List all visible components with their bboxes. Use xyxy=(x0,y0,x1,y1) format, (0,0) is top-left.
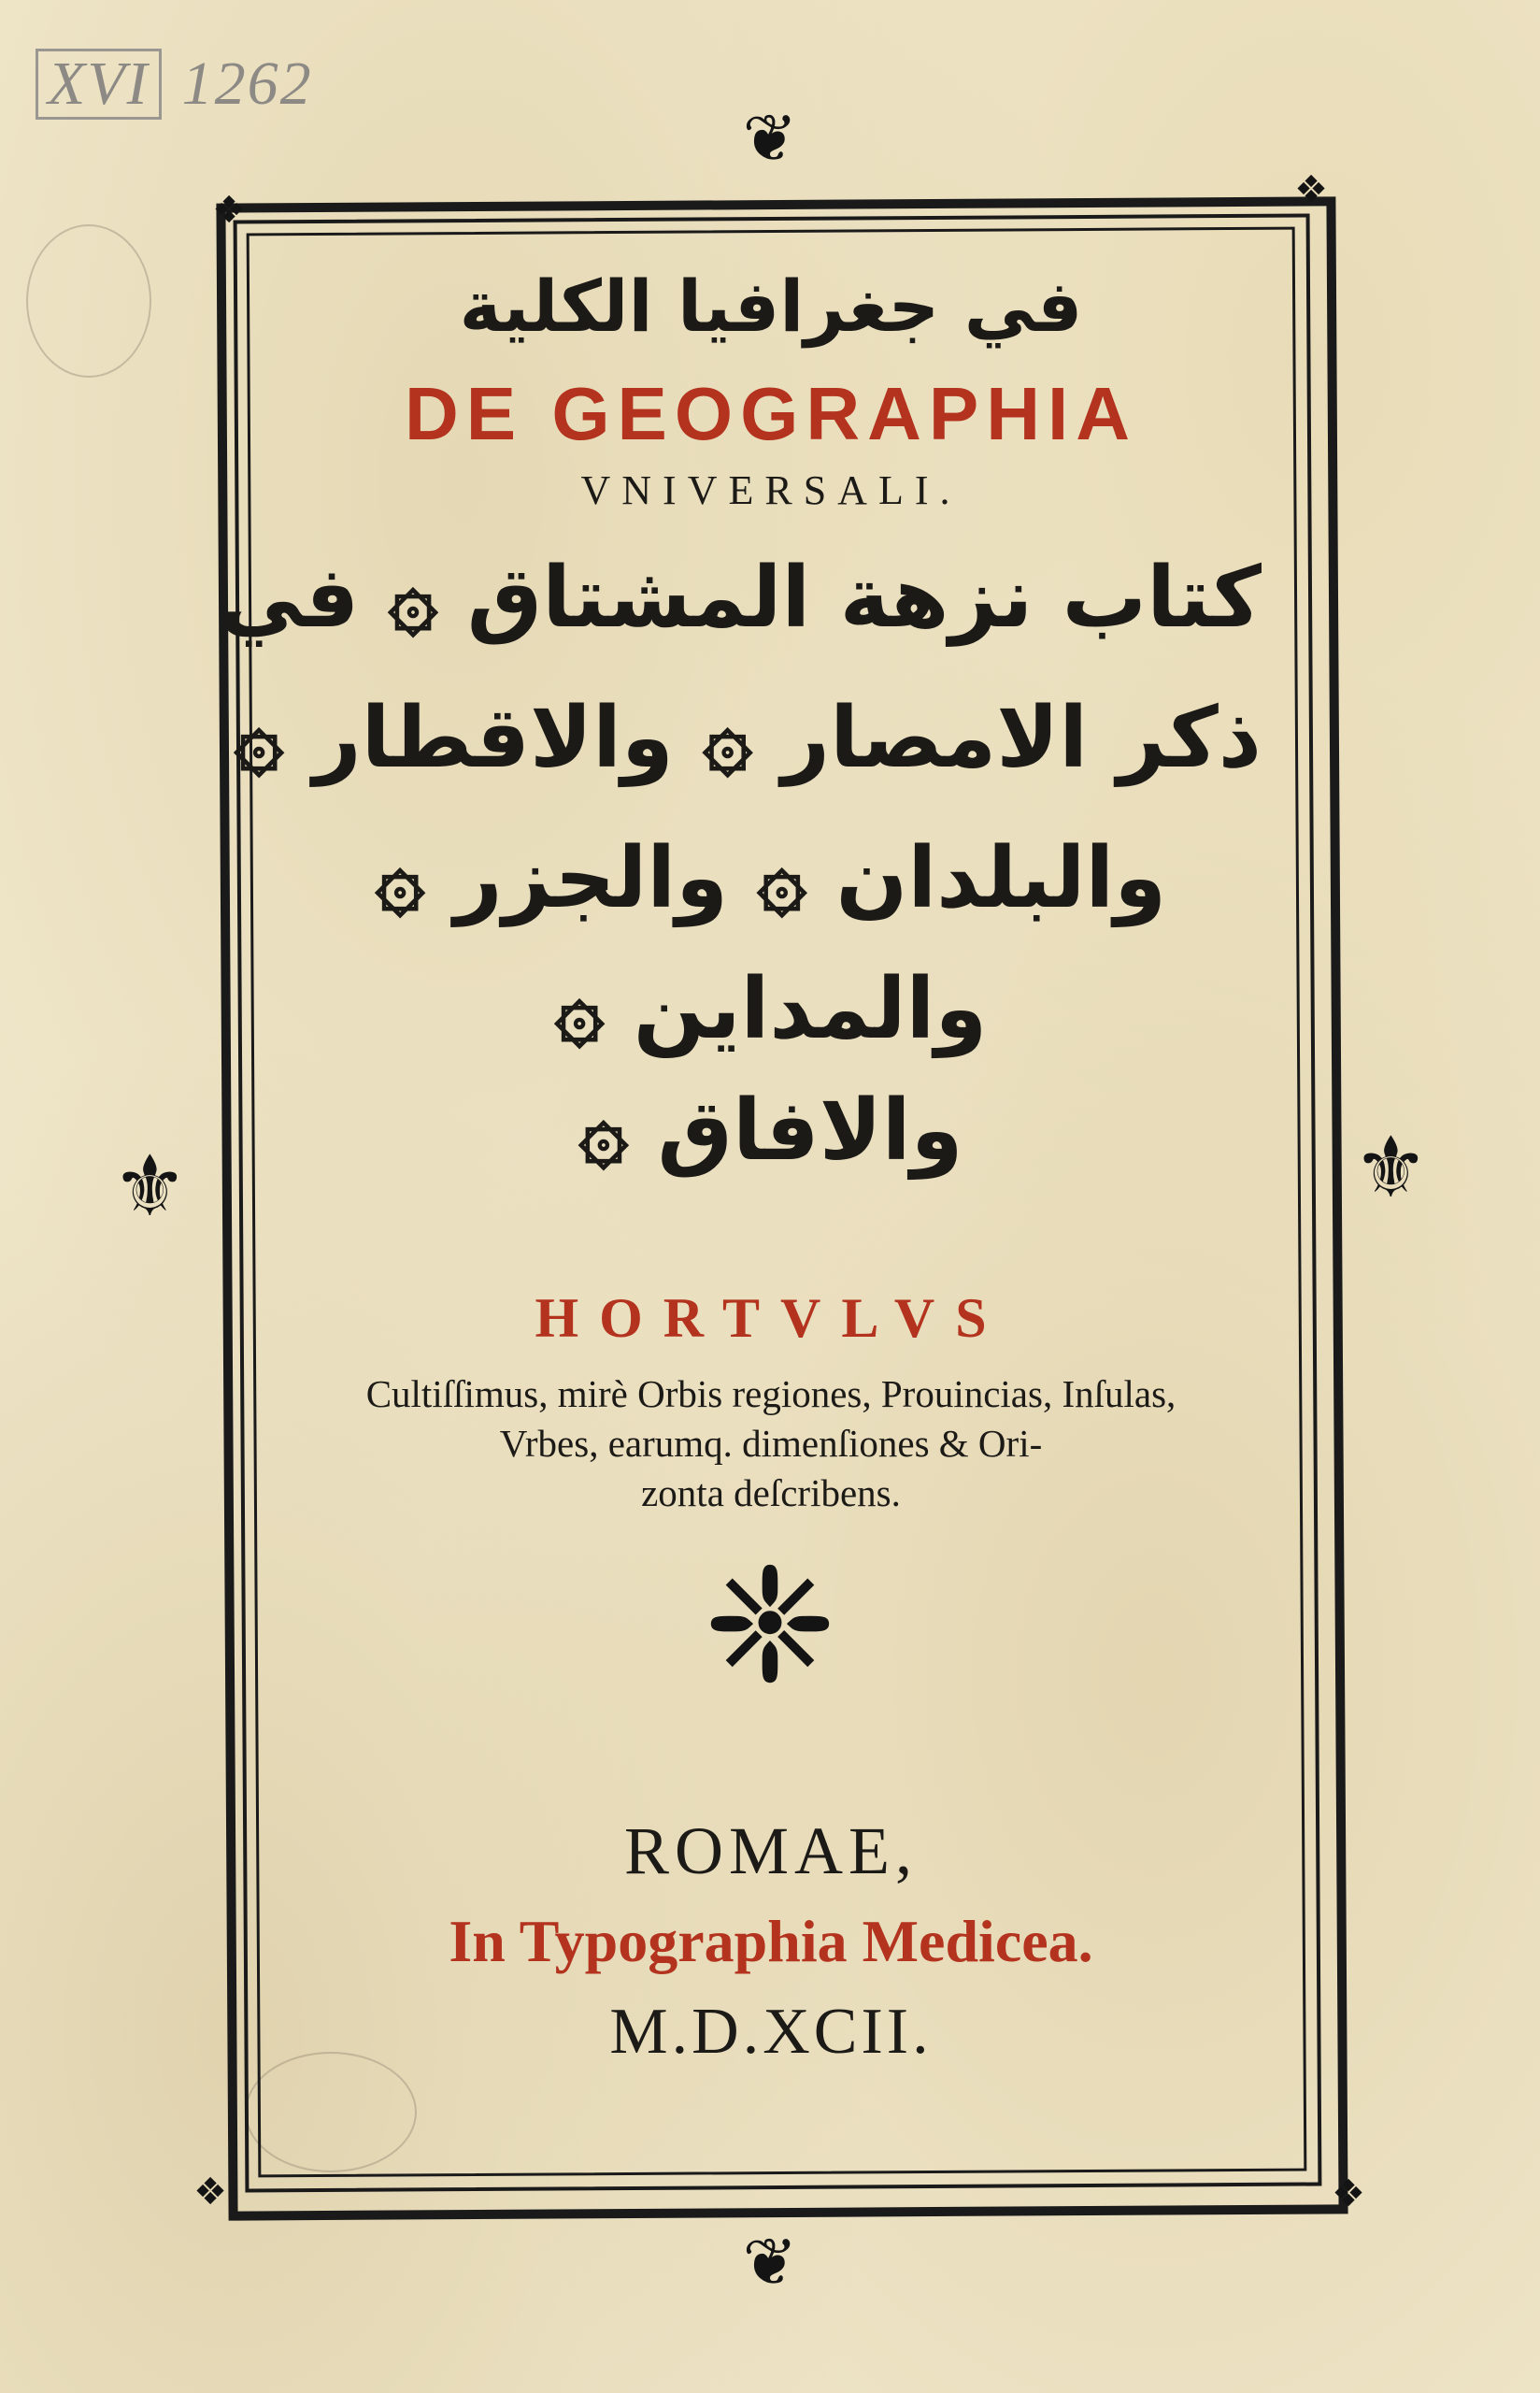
arabic-line-3: والبلدان ۞ والجزر ۞ xyxy=(375,829,1167,927)
description-line-2: Vrbes, earumq. dimenſiones & Ori- xyxy=(499,1422,1043,1465)
corner-fleuron-icon: ❖ xyxy=(212,189,246,232)
arabic-line-4: والمداين ۞ xyxy=(554,960,988,1058)
arabic-title: في جغرافيا الكلية xyxy=(459,265,1083,348)
description-line-3: zonta deſcribens. xyxy=(641,1471,901,1514)
top-fleuron-icon: ❦ xyxy=(742,100,798,177)
corner-fleuron-icon: ❖ xyxy=(193,2171,227,2214)
corner-fleuron-icon: ❖ xyxy=(1332,2172,1365,2215)
arabic-line-5: والافاق ۞ xyxy=(578,1082,963,1180)
shelfmark-box: XVI xyxy=(36,49,162,120)
blind-stamp xyxy=(26,224,151,378)
right-fleuron-icon: ⚜ xyxy=(1353,1119,1429,1217)
corner-fleuron-icon: ❖ xyxy=(1294,168,1328,211)
shelfmark xyxy=(36,49,391,133)
latin-title-line-2: VNIVERSALI. xyxy=(580,467,962,513)
arabic-line-1: كتاب نزهة المشتاق ۞ في xyxy=(219,549,1262,647)
shelfmark-number: 1262 xyxy=(181,50,313,118)
hortulus-heading: HORTVLVS xyxy=(535,1287,1007,1349)
imprint-city: ROMAE, xyxy=(623,1813,918,1888)
printers-device-icon: ❈ xyxy=(703,1534,837,1719)
imprint-year: M.D.XCII. xyxy=(609,1996,933,2068)
left-fleuron-icon: ⚜ xyxy=(112,1138,188,1236)
bottom-fleuron-icon: ❦ xyxy=(742,2224,798,2300)
imprint-press: In Typographia Medicea. xyxy=(449,1908,1093,1974)
title-page-content xyxy=(219,243,1262,2159)
latin-title: DE GEOGRAPHIA xyxy=(404,372,1138,455)
description-line-1: Cultiſſimus, mirè Orbis regiones, Prouincias, Inſulas, xyxy=(365,1372,1176,1415)
arabic-line-2: ذكر الامصار ۞ والاقطار ۞ xyxy=(234,689,1262,787)
